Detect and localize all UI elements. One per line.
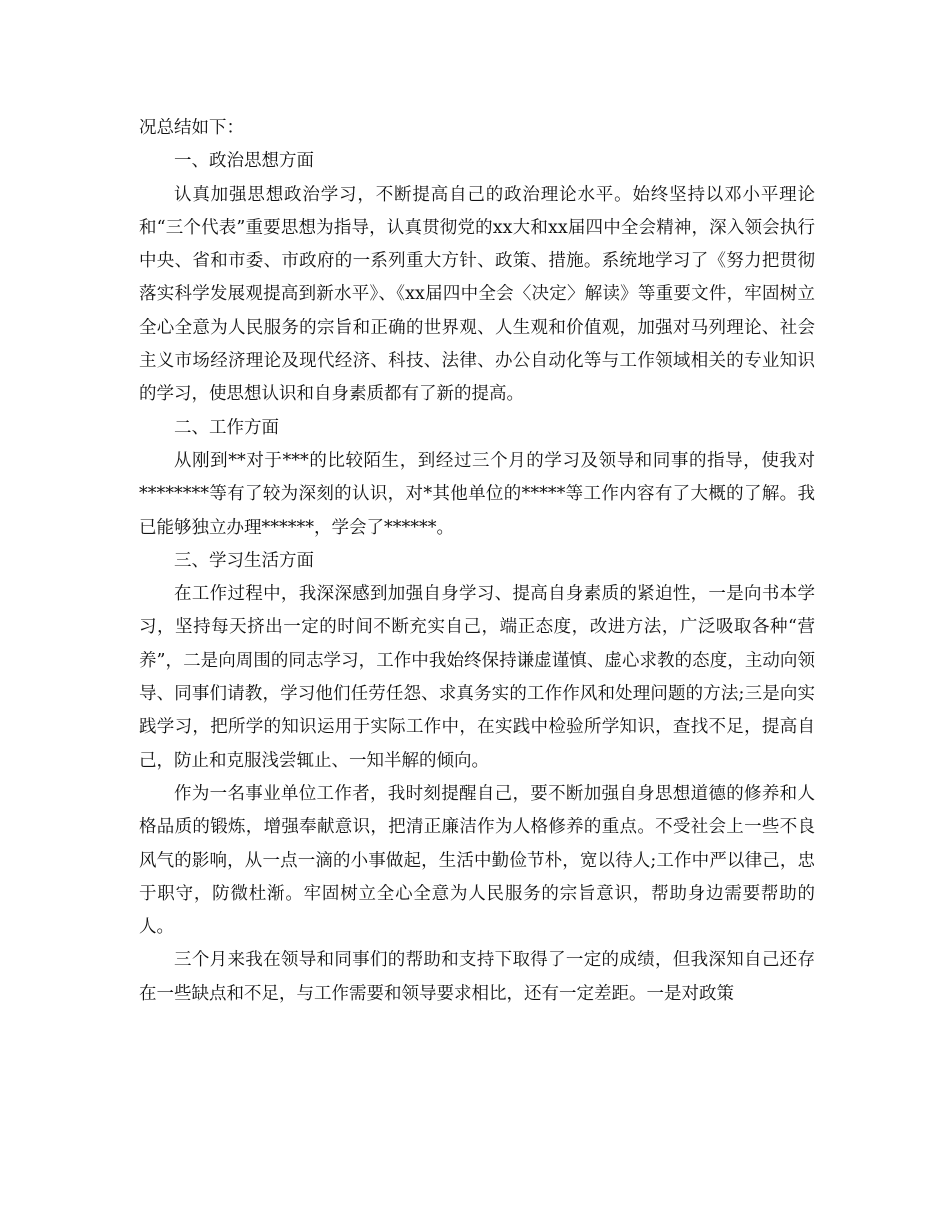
section-heading-study-life: 三、学习生活方面 (174, 550, 314, 571)
paragraph-politics: 认真加强思想政治学习，不断提高自己的政治理论水平。始终坚持以邓小平理论和“三个代表”重要思想为指导，认真贯彻党的xx大和xx届四中全会精神，深入领会执行中央、省和市委、市政府的一系列重大方针、政策、措施。系统地学习了《努力把贯彻落实科学发展观提高到新水平》、《xx届四中全会〈决定〉解读》等重要文件，牢固树立全心全意为人民服务的宗旨和正确的世界观、人生观和价值观，加强对马列理论、社会主义市场经济理论及现代经济、科技、法律、办公自动化等与工作领域相关的专业知识的学习，使思想认识和自身素质都有了新的提高。 (139, 184, 815, 405)
paragraph-ethics: 作为一名事业单位工作者，我时刻提醒自己，要不断加强自身思想道德的修养和人格品质的锻炼，增强奉献意识，把清正廉洁作为人格修养的重点。不受社会上一些不良风气的影响，从一点一滴的小事做起，生活中勤俭节朴，宽以待人;工作中严以律己，忠于职守，防微杜渐。牢固树立全心全意为人民服务的宗旨意识，帮助身边需要帮助的人。 (139, 783, 815, 938)
document-body (139, 112, 815, 1011)
paragraph-study: 在工作过程中，我深深感到加强自身学习、提高自身素质的紧迫性，一是向书本学习，坚持每天挤出一定的时间不断充实自己，端正态度，改进方法，广泛吸取各种“营养”，二是向周围的同志学习，工作中我始终保持谦虚谨慎、虚心求教的态度，主动向领导、同事们请教，学习他们任劳任怨、求真务实的工作作风和处理问题的方法;三是向实践学习，把所学的知识运用于实际工作中，在实践中检验所学知识，查找不足，提高自己，防止和克服浅尝辄止、一知半解的倾向。 (139, 584, 815, 771)
section-heading-work: 二、工作方面 (174, 417, 279, 438)
intro-line: 况总结如下： (139, 118, 244, 138)
paragraph-conclusion: 三个月来我在领导和同事们的帮助和支持下取得了一定的成绩，但我深知自己还存在一些缺点和不足，与工作需要和领导要求相比，还有一定差距。一是对政策 (139, 950, 815, 1004)
section-heading-politics: 一、政治思想方面 (174, 151, 314, 172)
paragraph-work: 从刚到**对于***的比较陌生，到经过三个月的学习及领导和同事的指导，使我对********等有了较为深刻的认识，对*其他单位的*****等工作内容有了大概的了解。我已能够独立办理******，学会了******。 (139, 450, 815, 538)
